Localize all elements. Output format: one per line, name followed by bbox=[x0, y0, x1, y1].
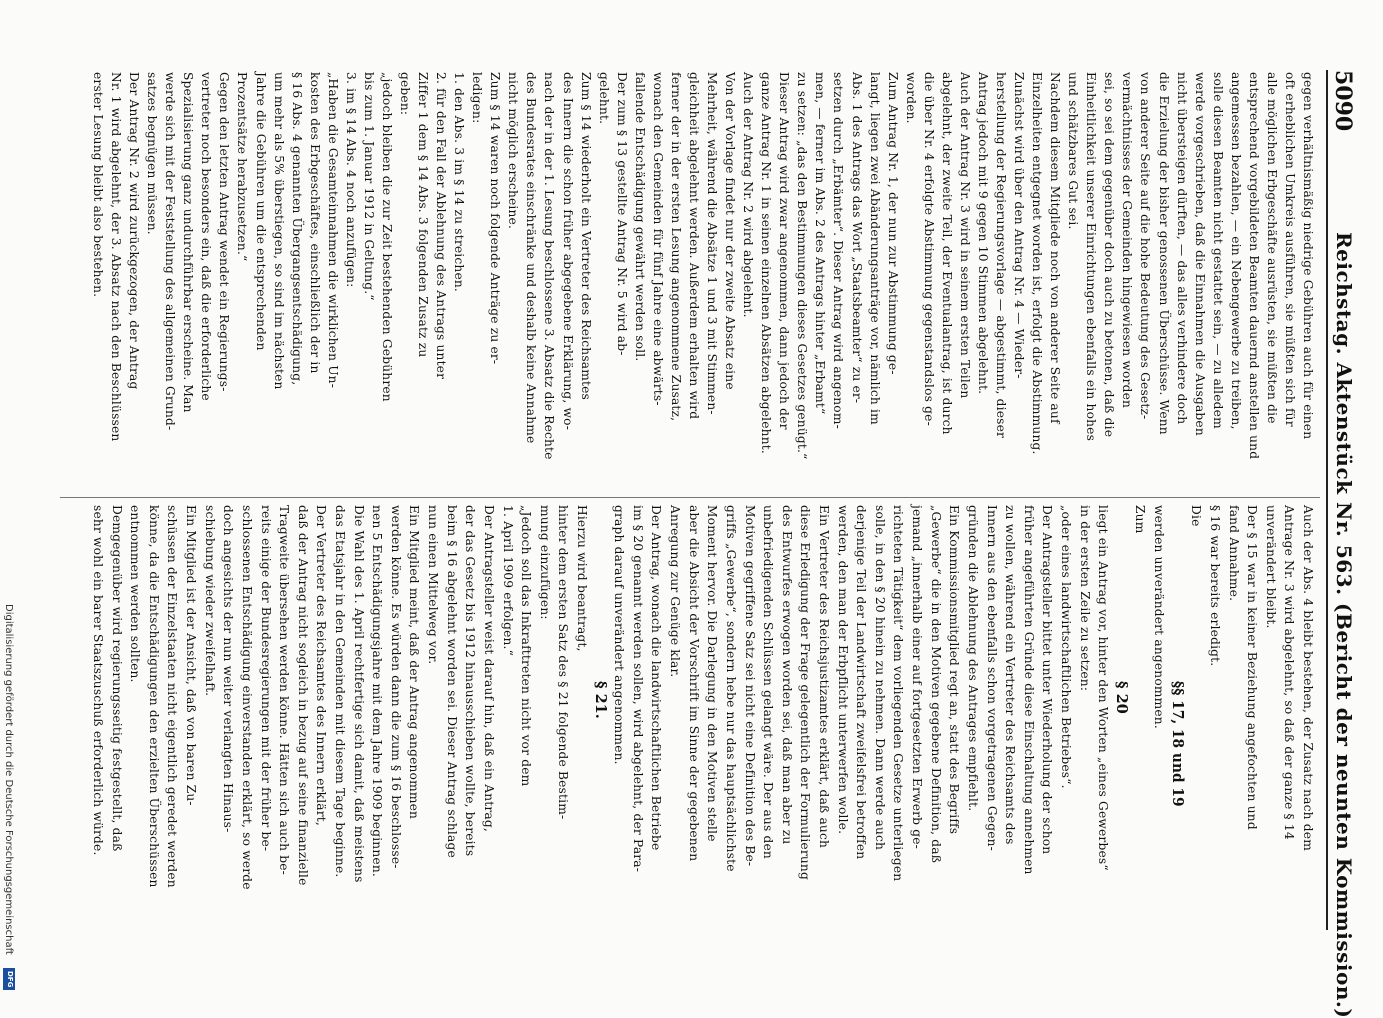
text-line: zu wollen, während ein Vertreter des Reichsamts des bbox=[1003, 505, 1018, 845]
text-line: Abs. 1 des Antrags das Wort „Staatsbeamter“ zu er- bbox=[849, 72, 864, 404]
text-line: reits einige der Bundesregierungen mit der früher be- bbox=[258, 505, 273, 852]
text-line: Moment hervor. Die Darlegung in den Motiven stelle bbox=[705, 505, 720, 842]
text-line: gelehnt. bbox=[596, 72, 611, 125]
text-line: gründen die Ablehnung des Antrages empfiehlt. bbox=[965, 505, 980, 812]
text-line: Zunächst wird über den Antrag Nr. 4 — Wieder- bbox=[1012, 72, 1027, 379]
text-line: Antrage Nr. 3 wird abgelehnt, so daß der ganze § 14 bbox=[1282, 505, 1297, 840]
text-line: Spezialisierung ganz undurchführbar erscheine. Man bbox=[181, 72, 196, 413]
header-rule bbox=[1326, 70, 1328, 930]
text-line: Zum § 14 wiederholt ein Vertreter des Reichsamtes bbox=[578, 72, 593, 400]
text-line: diese Erledigung der Frage gelegentlich der Formulierung bbox=[798, 505, 813, 880]
text-line: erster Lesung bleibt also bestehen. bbox=[91, 72, 105, 298]
column-separator bbox=[60, 497, 1320, 498]
text-line: Auch der Abs. 4 bleibt bestehen, der Zusatz nach dem bbox=[1301, 505, 1315, 851]
text-line: aber die Absicht der Vorschrift im Sinne der gegebenen bbox=[686, 505, 701, 862]
text-line: die über Nr. 4 erfolgte Abstimmung gegenstandslos ge- bbox=[921, 72, 936, 426]
text-line: Gegen den letzten Antrag wendet ein Regierungs- bbox=[217, 72, 232, 392]
text-line: langt, liegen zwei Abänderungsanträge vor, nämlich im bbox=[867, 72, 882, 425]
text-line: Die bbox=[1189, 505, 1204, 527]
text-line: die Erzielung der bisher genossenen Überschüsse. Wenn bbox=[1156, 72, 1171, 435]
text-line: § 16 war bereits erledigt. bbox=[1207, 505, 1222, 667]
text-line: werden, den man der Erbpflicht unterwerfen wolle. bbox=[835, 505, 850, 835]
text-line: graph darauf unverändert angenommen. bbox=[612, 505, 627, 765]
text-line: Innern aus den ebenfalls schon vorgetragenen Gegen- bbox=[984, 505, 999, 852]
text-line: Ein Vertreter des Reichsjustizamtes erklärt, daß auch bbox=[817, 505, 831, 849]
text-line: „jedoch bleiben die zur Zeit bestehenden Gebühren bbox=[379, 72, 394, 402]
text-line: beim § 16 abgelehnt worden sei. Dieser Antrag schlage bbox=[444, 505, 459, 858]
page-number: 5090 bbox=[1330, 70, 1356, 132]
text-line: Mehrheit, während die Absätze 1 und 3 mit Stimmen- bbox=[705, 72, 720, 415]
text-line: Auch der Antrag Nr. 3 wird in seinem ersten Teilen bbox=[957, 72, 972, 399]
text-line: Nr. 1 wird abgelehnt, der 3. Absatz nach den Beschlüssen bbox=[109, 72, 124, 442]
text-line: satzes begnügen müssen. bbox=[145, 72, 160, 235]
text-line: Der Antragsteller weist darauf hin, daß ein Antrag, bbox=[481, 505, 496, 832]
text-line: geben: bbox=[398, 72, 412, 116]
text-line: Der Antrag, wonach die landwirtschaftlichen Betriebe bbox=[649, 505, 664, 851]
text-line: 1. den Abs. 3 im § 14 zu streichen. bbox=[452, 72, 467, 292]
text-line: Prozentsätze herabzusetzen.“ bbox=[235, 72, 250, 262]
text-line: wonach den Gemeinden für fünf Jahre eine abwärts- bbox=[650, 72, 665, 406]
text-line: Antrag jedoch mit 9 gegen 10 Stimmen abgelehnt. bbox=[975, 72, 990, 395]
text-line: ganze Antrag Nr. 1 in seinen einzelnen Absätzen abgelehnt. bbox=[759, 72, 774, 454]
text-line: abgelehnt, der zweite Teil, der Eventualantrag, ist durch bbox=[939, 72, 954, 435]
text-line: werden unverändert angenommen. bbox=[1152, 505, 1167, 729]
text-line: Tragweite übersehen werden könne. Hätten sich auch be- bbox=[277, 505, 292, 876]
text-line: früher angeführten Gründe diese Einschaltung annehmen bbox=[1021, 505, 1036, 875]
text-line: schlossenen Entschädigung einverstanden erklärt, so werde bbox=[239, 505, 254, 890]
text-line: fallende Entschädigung gewährt werden soll. bbox=[632, 72, 647, 362]
text-line: hinter dem ersten Satz des § 21 folgende Bestim- bbox=[556, 505, 571, 820]
text-line: Zum Antrag Nr. 1, der nun zur Abstimmung ge- bbox=[885, 72, 900, 375]
text-line: „oder eines landwirtschaftlichen Betriebes“. bbox=[1059, 505, 1073, 789]
text-line: oft erheblichen Umkreis ausführen, sie müßten sich für bbox=[1282, 72, 1297, 427]
text-line: des Innern die schon früher abgegebene Erklärung, wo- bbox=[560, 72, 575, 431]
text-line: 1. April 1909 erfolgen.“ bbox=[500, 505, 515, 657]
text-line: ferner der in der ersten Lesung angenommene Zusatz, bbox=[668, 72, 683, 422]
text-line: nen 5 Entschädigungsjahre mit dem Jahre 1909 beginnen. bbox=[370, 505, 385, 877]
text-line: und schätzbares Gut sei. bbox=[1066, 72, 1081, 230]
text-line: ledigen: bbox=[470, 72, 485, 124]
text-line: Ein Mitglied ist der Ansicht, daß von baren Zu- bbox=[184, 505, 199, 806]
text-line: in der ersten Zeile zu setzen: bbox=[1077, 505, 1092, 692]
text-line: nicht übersteigen dürften, — das alles verhindere doch bbox=[1174, 72, 1189, 425]
text-line: schiebung wieder zweifelhaft. bbox=[202, 505, 217, 697]
text-line: im § 20 genannt werden sollen, wird abgelehnt, der Para- bbox=[630, 505, 645, 873]
text-line: sei, so sei dem gegenüber doch auch zu betonen, daß die bbox=[1102, 72, 1117, 438]
text-line: gegen verhältnismäßig niedrige Gebühren auch für einen bbox=[1301, 72, 1315, 440]
section-heading: §§ 17, 18 und 19 bbox=[1168, 680, 1186, 807]
text-line: kosten des Erbgeschäftes, einschließlich der in bbox=[307, 72, 322, 374]
text-line: entsprechend vorgebildeten Beamten dauernd anstellen und bbox=[1246, 72, 1261, 460]
text-line: Einzelheiten entgegnet worden ist, erfolgt die Abstimmung. bbox=[1030, 72, 1045, 455]
text-line: nach der in der 1. Lesung beschlossene 3. Absatz die Rechte bbox=[542, 72, 557, 460]
text-line: liegt ein Antrag vor, hinter den Worten „eines Gewerbes“ bbox=[1096, 505, 1111, 871]
text-line: Hierzu wird beantragt, bbox=[575, 505, 589, 652]
text-line: zu setzen: „das den Bestimmungen dieses Gesetzes genügt.“ bbox=[795, 72, 810, 460]
text-line: das Etatsjahr in den Gemeinden mit diesem Tage beginne. bbox=[333, 505, 347, 878]
text-line: Der § 15 war in keiner Beziehung angefochten und bbox=[1245, 505, 1260, 830]
text-line: Ein Kommissionsmitglied regt an, statt des Begriffs bbox=[947, 505, 962, 835]
text-line: „Jedoch soll das Inkrafttreten nicht vor dem bbox=[519, 505, 534, 787]
text-line: solle, in den § 20 hinein zu nehmen. Dann werde auch bbox=[872, 505, 887, 851]
text-line: „Haben die Gesamteinnahmen die wirklichen Un- bbox=[325, 72, 340, 389]
text-line: 2. für den Fall der Ablehnung des Antrags unter bbox=[434, 72, 449, 380]
text-line: Einheitlichkeit unserer Einrichtungen ebenfalls ein hohes bbox=[1084, 72, 1099, 442]
footer-credit: Digitalisierung gefördert durch die Deutsche Forschungsgemeinschaft bbox=[3, 604, 14, 955]
text-line: „Gewerbe“ die in den Motiven gegebene Definition, daß bbox=[928, 505, 943, 864]
text-line: von anderer Seite auf die hohe Bedeutung des Gesetz- bbox=[1138, 72, 1153, 420]
text-line: der das Gesetz bis 1912 hinausschieben wollte, bereits bbox=[463, 505, 478, 857]
text-line: angemessen bezahlen, — ein Nebengewerbe zu treiben, bbox=[1228, 72, 1243, 430]
text-line: Auch der Antrag Nr. 2 wird abgelehnt. bbox=[741, 72, 756, 318]
text-line: griffs „Gewerbe“, sondern hebe nur das hauptsächlichste bbox=[723, 505, 738, 872]
section-heading: § 20 bbox=[1112, 680, 1130, 714]
text-line: Nachdem diesem Mitgliede noch von anderer Seite auf bbox=[1048, 72, 1063, 424]
text-line: Motiven gegriffene Satz sei nicht eine Definition des Be- bbox=[742, 505, 757, 867]
text-line: werde vorgeschrieben, daß die Einnahmen die Ausgaben bbox=[1192, 72, 1207, 436]
text-line: Anregung zur Genüge klar. bbox=[668, 505, 683, 678]
text-line: schüssen der Einzelstaaten nicht eigentlich geredet werden bbox=[165, 505, 180, 888]
text-line: worden. bbox=[903, 72, 918, 124]
text-line: Ein Mitglied meint, daß der Antrag angenommen bbox=[407, 505, 422, 820]
text-line: richteten Tätigkeit“ dem vorliegenden Gesetze unterliegen bbox=[891, 505, 906, 882]
text-line: Der Vertreter des Reichsamtes des Innern erklärt, bbox=[314, 505, 329, 826]
text-line: Dieser Antrag wird zwar angenommen, dann jedoch der bbox=[777, 72, 792, 430]
text-line: des Bundesrates einschränke und deshalb keine Annahme bbox=[524, 72, 539, 444]
text-line: Der Antragsteller bittet unter Wiederholung der schon bbox=[1040, 505, 1055, 855]
text-line: unbefriedigenden Schlüssen gelangt wäre. Der aus den bbox=[761, 505, 776, 859]
text-line: herstellung der Regierungsvorlage — abgestimmt, dieser bbox=[993, 72, 1008, 439]
text-line: 3. im § 14 Abs. 4 noch anzufügen: bbox=[343, 72, 358, 288]
section-heading: § 21. bbox=[591, 680, 609, 719]
text-line: nun einen Mittelweg vor. bbox=[426, 505, 441, 665]
text-line: bis zum 1. Januar 1912 in Geltung.“ bbox=[361, 72, 376, 301]
text-line: Demgegenüber wird regierungsseitig festgestellt, daß bbox=[109, 505, 124, 852]
text-line: um mehr als 5% überstiegen, so sind im nächsten bbox=[271, 72, 286, 390]
text-line: § 16 Abs. 4 genannten Übergangsentschädigung, bbox=[289, 72, 304, 386]
text-line: werden könne. Es würden dann die zum § 16 beschlosse- bbox=[388, 505, 403, 869]
text-line: Zum § 14 waren noch folgende Anträge zu er- bbox=[488, 72, 503, 365]
text-line: Die Wahl des 1. April rechtfertige sich damit, daß meistens bbox=[351, 505, 366, 883]
text-line: vertreter noch besonders ein, daß die erforderliche bbox=[199, 72, 214, 401]
text-line: fand Annahme. bbox=[1226, 505, 1241, 602]
text-line: Zum bbox=[1133, 505, 1148, 534]
text-line: gleichheit abgelehnt werden. Außerdem erhalten wird bbox=[686, 72, 701, 420]
text-line: entnommen werden sollten. bbox=[128, 505, 143, 683]
text-line: Der zum § 13 gestellte Antrag Nr. 5 wird ab- bbox=[614, 72, 629, 356]
text-line: setzen durch „Erbämter“. Dieser Antrag wird angenom- bbox=[831, 72, 846, 429]
text-line: alle möglichen Erbgeschäfte ausrüsten, sie müßten die bbox=[1264, 72, 1279, 424]
text-line: könne, da die Entschädigungen den erzielten Überschüssen bbox=[146, 505, 161, 888]
text-line: men, — ferner im Abs. 2 des Antrags hinter „Erbamt“ bbox=[813, 72, 828, 415]
text-line: werde sich mit der Feststellung des allgemeinen Grund- bbox=[163, 72, 178, 431]
text-line: daß der Antrag nicht sogleich in bezug auf seine finanzielle bbox=[295, 505, 310, 886]
text-line: derjenige Teil der Landwirtschaft zweifelsfrei betroffen bbox=[854, 505, 869, 860]
text-line: Jahre die Gebühren um die entsprechenden bbox=[253, 72, 268, 351]
text-line: doch angesichts der nun weiter verlangten Hinaus- bbox=[221, 505, 236, 833]
text-line: solle diesen Beamten nicht gestattet sein, — zu alledem bbox=[1210, 72, 1225, 429]
text-line: Ziffer 1 dem § 14 Abs. 3 folgenden Zusatz zu bbox=[416, 72, 431, 358]
text-line: Der Antrag Nr. 2 wird zurückgezogen, der Antrag bbox=[127, 72, 142, 390]
text-line: mung einzufügen: bbox=[537, 505, 552, 620]
text-line: sehr wohl ein barer Staatszuschuß erforderlich würde. bbox=[91, 505, 105, 856]
text-line: jemand „innerhalb einer auf fortgesetzten Erwerb ge- bbox=[910, 505, 925, 849]
text-line: des Entwurfes erwogen worden sei, daß man aber zu bbox=[779, 505, 794, 845]
text-line: vermächtnisses der Gemeinden hingewiesen worden bbox=[1120, 72, 1135, 409]
text-line: Von der Vorlage findet nur der zweite Absatz eine bbox=[723, 72, 738, 390]
running-header: Reichstag. Aktenstück Nr. 563. (Bericht der neunten Kommission.) bbox=[1332, 232, 1356, 1018]
dfg-logo: DFG bbox=[3, 968, 15, 990]
text-line: nicht möglich erscheine. bbox=[506, 72, 521, 230]
text-line: unverändert bleibt. bbox=[1263, 505, 1278, 629]
